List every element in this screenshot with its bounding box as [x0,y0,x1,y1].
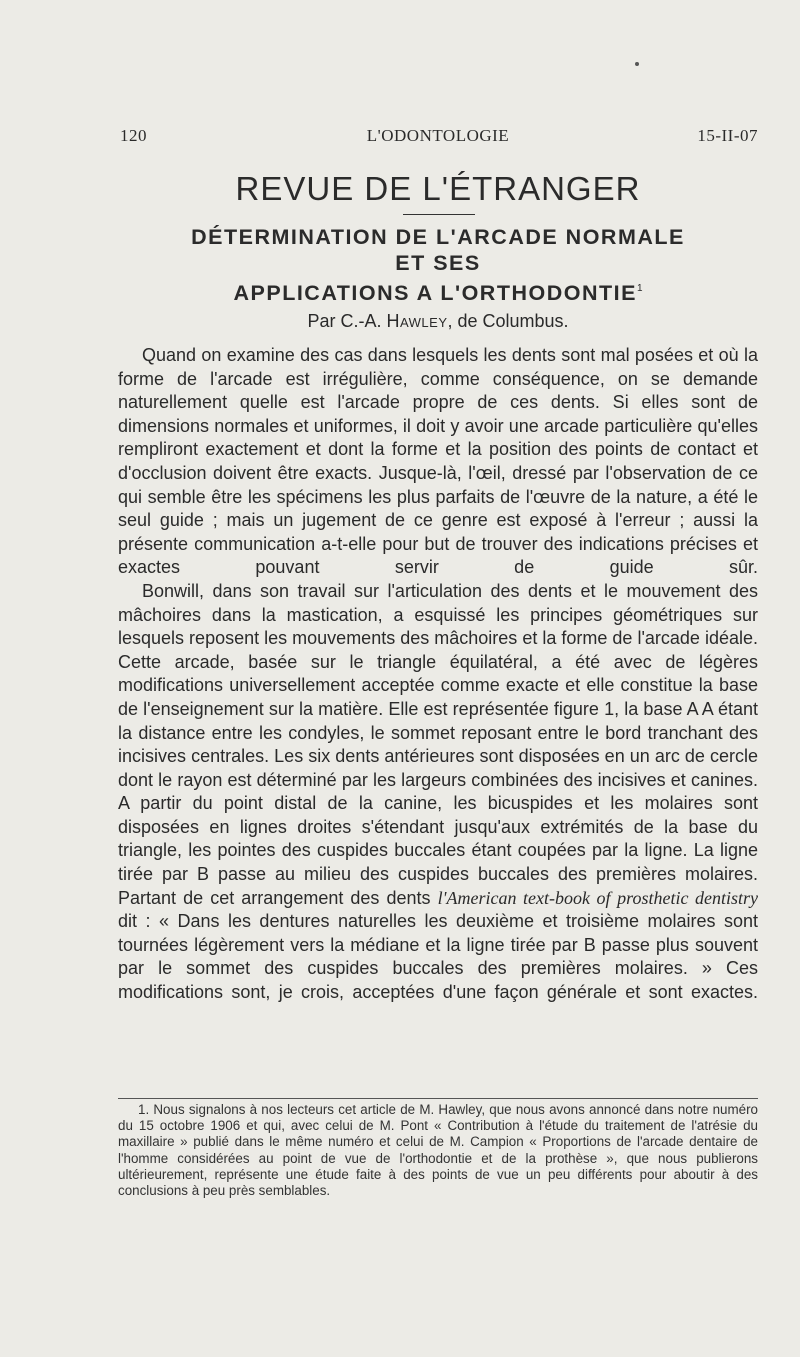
byline [118,311,758,332]
paragraph-2 [118,580,758,1005]
section-title: REVUE DE L'ÉTRANGER [235,170,641,207]
footnote [118,1102,758,1199]
byline-author: Hawley [386,311,448,331]
page-speck [635,62,639,66]
article-body [118,344,758,1005]
book-title: l'American text-book of prosthetic dentistry [437,887,758,908]
page-number: 120 [120,126,147,145]
running-header [118,126,758,150]
paragraph-2-part-b: dit : « Dans les dentures naturelles les deuxième et troisième molaires sont tournées légèrement vers la médiane et la ligne tirée par B passe plus souvent par le sommet des cuspides buccales des premières molaires. » Ces modifications sont, je crois, acceptées d'une façon générale et sont exactes. [118,911,758,1003]
article-title-line-3-text: APPLICATIONS A L'ORTHODONTIE [233,281,637,305]
footnote-marker: 1 [636,283,643,294]
journal-title: L'ODONTOLOGIE [366,126,510,145]
issue-date: 15-II-07 [697,126,758,145]
article-title-line-2: ET SES [395,251,481,275]
title-divider [403,214,475,215]
byline-suffix: , de Columbus. [447,311,569,331]
footnote-divider [118,1098,758,1099]
paragraph-1: Quand on examine des cas dans lesquels les dents sont mal posées et où la forme de l'arcade est irrégulière, comme conséquence, on se demande naturellement quelle est l'arcade propre de ces dents. Si elles sont de dimensions normales et uniformes, il doit y avoir une arcade particulière qu'elles rempliront exactement et dont la forme et la position des points de contact et d'occlusion doivent être exacts. Jusque-là, l'œil, dressé par l'observation de ce qui semble être les spécimens les plus parfaits de l'œuvre de la nature, a été le seul guide ; mais un jugement de ce genre est exposé à l'erreur ; aussi la présente communication a-t-elle pour but de trouver des indications précises et exactes pouvant servir de guide sûr. [118,345,758,578]
article-title [118,224,758,306]
article-title-line-1: DÉTERMINATION DE L'ARCADE NORMALE [191,225,685,249]
article-title-line-3 [118,276,758,306]
paragraph-2-part-a: Bonwill, dans son travail sur l'articulation des dents et le mouvement des mâchoires dans la mastication, a esquissé les principes géométriques sur lesquels reposent les mouvements des mâchoires et la forme de l'arcade idéale. Cette arcade, basée sur le triangle équilatéral, a été avec de légères modifications universellement acceptée comme exacte et elle constitue la base de l'enseignement sur la matière. Elle est représentée figure 1, la base A A étant la distance entre les condyles, le sommet reposant entre le bord tranchant des incisives centrales. Les six dents antérieures sont disposées en un arc de cercle dont le rayon est déterminé par les largeurs combinées des incisives et canines. A partir du point distal de la canine, les bicuspides et les molaires sont disposées en lignes droites s'étendant jusqu'aux extrémités de la base du triangle, les pointes des cuspides buccales étant coupées par la ligne. La ligne tirée par B passe au milieu des cuspides buccales des premières molaires. Partant de cet arrangement des dents [118,580,758,908]
byline-prefix: Par C.-A. [307,311,382,331]
footnote-text: 1. Nous signalons à nos lecteurs cet article de M. Hawley, que nous avons annoncé dans notre numéro du 15 octobre 1906 et qui, avec celui de M. Pont « Contribution à l'étude du traitement de l'atrésie du maxillaire » publié dans le même numéro et celui de M. Campion « Proportions de l'arcade dentaire de l'homme considérées au point de vue de l'orthodontie et de la prothèse », que nous publierons ultérieurement, représente une étude faite à des points de vue un peu différents pour aboutir à des conclusions à peu près semblables. [118,1102,758,1199]
